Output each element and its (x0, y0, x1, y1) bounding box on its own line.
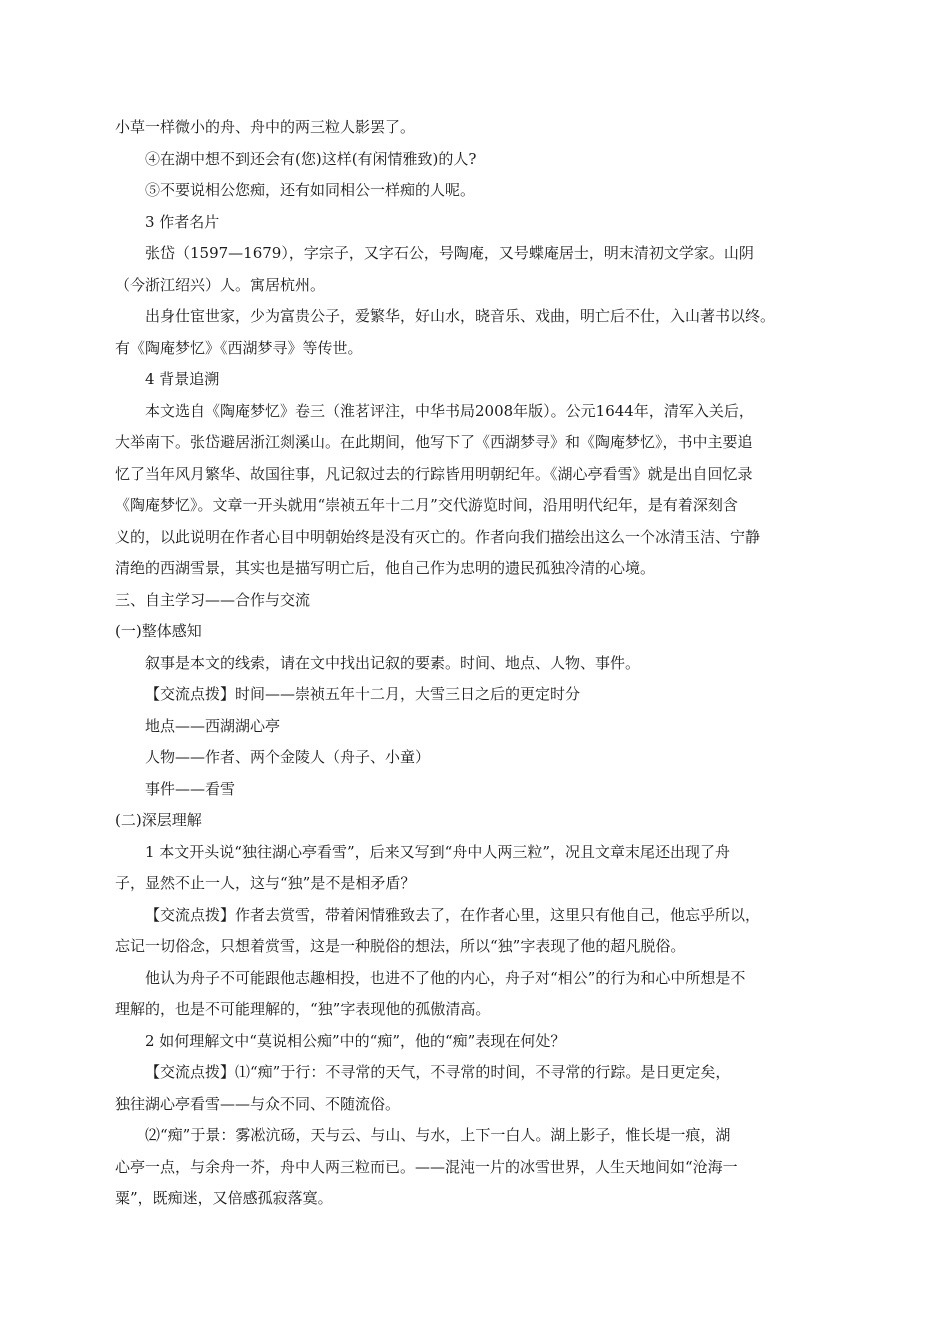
text-line: 理解的，也是不可能理解的，“独”字表现他的孤傲清高。 (115, 1000, 491, 1018)
text-line: (一)整体感知 (115, 622, 202, 640)
text-line: 4 背景追溯 (145, 370, 220, 388)
text-line: （今浙江绍兴）人。寓居杭州。 (115, 275, 326, 294)
text-line: 张岱（1597—1679），字宗子，又字石公，号陶庵，又号蝶庵居士，明末清初文学家。山阴 (145, 244, 754, 262)
text-line: 3 作者名片 (145, 212, 220, 231)
text-line: 忘记一切俗念，只想着赏雪，这是一种脱俗的想法，所以“独”字表现了他的超凡脱俗。 (115, 937, 686, 955)
text-line: 子，显然不止一人，这与“独”是不是相矛盾？ (115, 874, 416, 892)
text-line: ⑤不要说相公您痴，还有如同相公一样痴的人呢。 (145, 181, 476, 199)
text-line: 心亭一点，与余舟一芥，舟中人两三粒而已。——混沌一片的冰雪世界，人生天地间如“沧海一 (115, 1157, 738, 1176)
text-line: 清绝的西湖雪景，其实也是描写明亡后，他自己作为忠明的遗民孤独冷清的心境。 (115, 559, 656, 577)
text-line: 人物——作者、两个金陵人（舟子、小童） (145, 748, 431, 766)
text-line: 【交流点拨】⑴“痴”于行：不寻常的天气，不寻常的时间，不寻常的行踪。是日更定矣， (145, 1063, 731, 1081)
text-line: 小草一样微小的舟、舟中的两三粒人影罢了。 (115, 118, 416, 136)
text-line: 忆了当年风月繁华、故国往事，凡记叙过去的行踪皆用明朝纪年。《湖心亭看雪》就是出自回忆录 (115, 464, 753, 483)
text-line: 大举南下。张岱避居浙江剡溪山。在此期间，他写下了《西湖梦寻》和《陶庵梦忆》，书中主要追 (115, 433, 753, 451)
text-line: 义的，以此说明在作者心目中明朝始终是没有灭亡的。作者向我们描绘出这么一个冰清玉洁、宁静 (115, 527, 761, 546)
text-line: 有《陶庵梦忆》《西湖梦寻》等传世。 (115, 338, 363, 357)
text-line: 【交流点拨】时间——崇祯五年十二月，大雪三日之后的更定时分 (145, 685, 581, 703)
text-line: 他认为舟子不可能跟他志趣相投，也进不了他的内心，舟子对“相公”的行为和心中所想是不 (145, 968, 746, 987)
text-line: 【交流点拨】作者去赏雪，带着闲情雅致去了，在作者心里，这里只有他自己，他忘乎所以， (145, 905, 761, 924)
text-line: ⑵“痴”于景：雾凇沆砀，天与云、与山、与水，上下一白人。湖上影子，惟长堤一痕，湖 (145, 1126, 731, 1144)
text-line: 三、自主学习——合作与交流 (115, 590, 311, 609)
text-line: 本文选自《陶庵梦忆》卷三（淮茗评注，中华书局2008年版）。公元1644年，清军入关后， (145, 401, 754, 420)
text-line: 1 本文开头说“独往湖心亭看雪”，后来又写到“舟中人两三粒”，况且文章末尾还出现了舟 (145, 842, 730, 861)
text-line: 叙事是本文的线索，请在文中找出记叙的要素。时间、地点、人物、事件。 (145, 653, 641, 672)
text-line: 粟”，既痴迷，又倍感孤寂落寞。 (115, 1189, 333, 1207)
document-body (115, 112, 840, 1215)
text-line: ④在湖中想不到还会有(您)这样(有闲情雅致)的人? (145, 149, 477, 168)
text-line: 2 如何理解文中“莫说相公痴”中的“痴”，他的“痴”表现在何处？ (145, 1031, 566, 1050)
text-line: 出身仕宦世家，少为富贵公子，爱繁华，好山水，晓音乐、戏曲，明亡后不仕，入山著书以终。 (145, 307, 776, 325)
text-line: 事件——看雪 (145, 779, 236, 798)
text-line: 独往湖心亭看雪——与众不同、不随流俗。 (115, 1094, 401, 1113)
text-line: (二)深层理解 (115, 811, 202, 829)
text-line: 《陶庵梦忆》。文章一开头就用“崇祯五年十二月”交代游览时间，沿用明代纪年，是有着深刻含 (115, 496, 738, 514)
text-line: 地点——西湖湖心亭 (145, 716, 281, 735)
